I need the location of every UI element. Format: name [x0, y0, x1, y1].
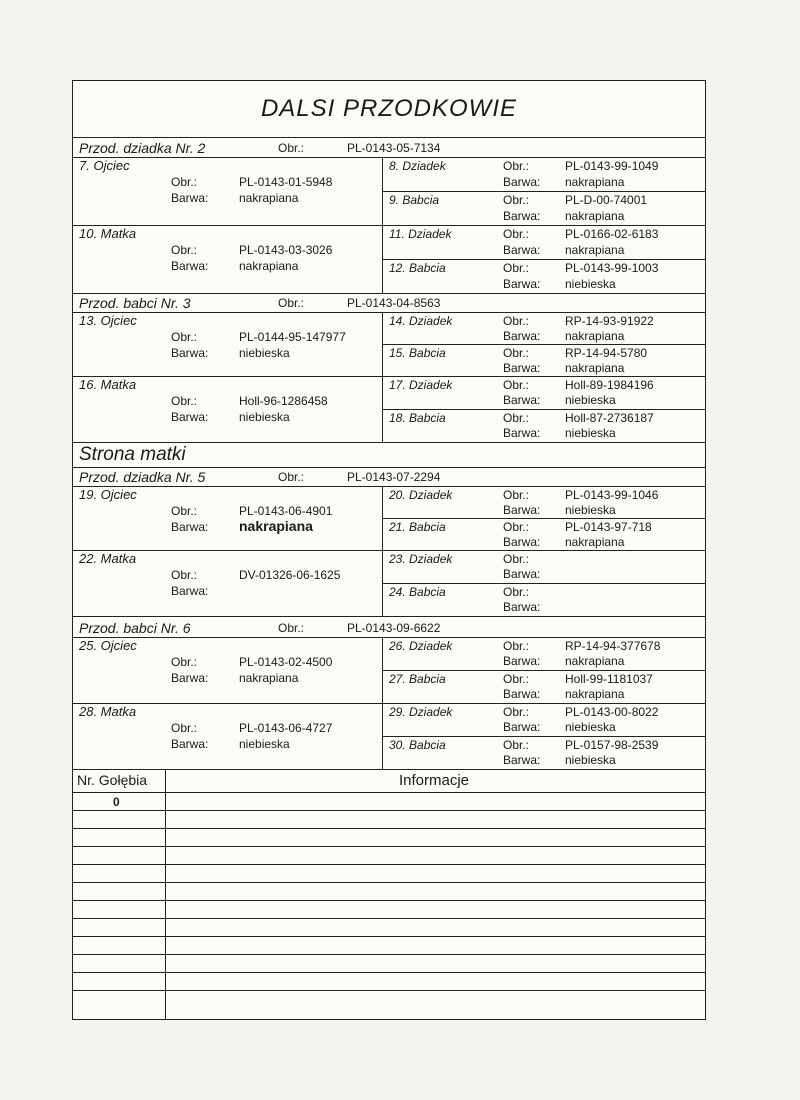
obr-label: Obr.: [503, 488, 530, 502]
ancestor-role: 18. Babcia [389, 411, 446, 425]
ancestor-role: 21. Babcia [389, 520, 446, 534]
group-section [73, 487, 705, 551]
barwa-label: Barwa: [503, 243, 541, 257]
section-title [73, 443, 705, 468]
table-row [73, 972, 705, 973]
ring-number: Holl-96-1286458 [239, 394, 328, 408]
ring-number: RP-14-93-91922 [565, 314, 654, 328]
ring-number: DV-01326-06-1625 [239, 568, 341, 582]
ancestor-role: 30. Babcia [389, 738, 446, 752]
group-header [73, 139, 705, 158]
right-cell [383, 192, 705, 226]
column-divider [165, 770, 166, 1019]
ring-number: Holl-87-2736187 [565, 411, 654, 425]
obr-label: Obr.: [503, 261, 530, 275]
obr-label: Obr.: [503, 672, 530, 686]
color-value: nakrapiana [239, 259, 299, 273]
ring-number: Holl-89-1984196 [565, 378, 654, 392]
obr-label: Obr.: [503, 193, 530, 207]
ancestor-role: 25. Ojciec [79, 638, 137, 653]
obr-label: Obr.: [503, 378, 530, 392]
obr-label: Obr.: [171, 655, 198, 669]
barwa-label: Barwa: [503, 567, 541, 581]
barwa-label: Barwa: [171, 671, 209, 685]
obr-label: Obr.: [503, 346, 530, 360]
color-value: niebieska [565, 393, 616, 407]
table-row [73, 990, 705, 991]
ancestor-role: 28. Matka [79, 704, 137, 719]
color-value: niebieska [565, 426, 616, 440]
barwa-label: Barwa: [503, 720, 541, 734]
barwa-label: Barwa: [503, 535, 541, 549]
group-header-label: Przod. babci Nr. 3 [79, 295, 191, 311]
ring-number: PL-0143-97-718 [565, 520, 652, 534]
right-cell [383, 226, 705, 260]
ring-number: Holl-99-1181037 [565, 672, 653, 686]
group-header [73, 619, 705, 638]
table-row [73, 900, 705, 901]
right-cell [383, 377, 705, 410]
ring-number: RP-14-94-5780 [565, 346, 648, 360]
barwa-label: Barwa: [503, 209, 541, 223]
column-header-info: Informacje [399, 772, 470, 789]
color-value: nakrapiana [565, 654, 625, 668]
barwa-label: Barwa: [503, 329, 541, 343]
group-header-obr-label: Obr.: [278, 296, 305, 310]
color-value: nakrapiana [565, 243, 625, 257]
color-value: niebieska [239, 410, 290, 424]
table-row [73, 846, 705, 847]
ring-number: PL-0143-99-1046 [565, 488, 659, 502]
obr-label: Obr.: [503, 639, 530, 653]
barwa-label: Barwa: [171, 346, 209, 360]
group-header-label: Przod. babci Nr. 6 [79, 620, 191, 636]
color-value: nakrapiana [565, 329, 625, 343]
color-value: nakrapiana [565, 361, 625, 375]
barwa-label: Barwa: [171, 737, 209, 751]
ancestor-role: 15. Babcia [389, 346, 446, 360]
table-row [73, 828, 705, 829]
ring-number: PL-0143-03-3026 [239, 243, 333, 257]
ring-number: PL-0143-02-4500 [239, 655, 333, 669]
barwa-label: Barwa: [171, 191, 209, 205]
right-cell [383, 260, 705, 294]
ancestor-role: 27. Babcia [389, 672, 446, 686]
page-title: DALSI PRZODKOWIE [73, 81, 705, 138]
group-header-obr-label: Obr.: [278, 141, 305, 155]
right-cell [383, 704, 705, 737]
barwa-label: Barwa: [503, 503, 541, 517]
barwa-label: Barwa: [503, 426, 541, 440]
ancestor-role: 13. Ojciec [79, 313, 137, 328]
ring-number: PL-D-00-74001 [565, 193, 648, 207]
color-value: niebieska [565, 720, 616, 734]
barwa-label: Barwa: [503, 175, 541, 189]
right-cell [383, 313, 705, 345]
group-header-ring: PL-0143-04-8563 [347, 296, 441, 310]
right-cell [383, 410, 705, 443]
color-value: niebieska [239, 346, 290, 360]
obr-label: Obr.: [503, 411, 530, 425]
color-value: niebieska [565, 503, 616, 517]
right-cell [383, 345, 705, 377]
left-cell [73, 377, 383, 443]
obr-label: Obr.: [171, 394, 198, 408]
obr-label: Obr.: [503, 705, 530, 719]
barwa-label: Barwa: [503, 600, 541, 614]
ancestor-role: 16. Matka [79, 377, 137, 392]
color-value: nakrapiana [565, 687, 625, 701]
ancestor-role: 10. Matka [79, 226, 137, 241]
group-section [73, 158, 705, 226]
obr-label: Obr.: [503, 552, 530, 566]
ancestor-role: 8. Dziadek [389, 159, 446, 173]
left-cell [73, 551, 383, 617]
ancestor-role: 20. Dziadek [389, 488, 453, 502]
group-section [73, 377, 705, 443]
table-row [73, 936, 705, 937]
barwa-label: Barwa: [503, 687, 541, 701]
color-value: nakrapiana [565, 535, 625, 549]
group-header-label: Przod. dziadka Nr. 2 [79, 140, 206, 156]
right-cell [383, 158, 705, 192]
color-value: niebieska [565, 753, 616, 767]
obr-label: Obr.: [503, 227, 530, 241]
group-section [73, 226, 705, 294]
ring-number: PL-0143-01-5948 [239, 175, 333, 189]
group-header [73, 294, 705, 313]
pedigree-sheet [72, 80, 706, 1020]
barwa-label: Barwa: [171, 259, 209, 273]
table-row [73, 954, 705, 955]
group-section [73, 638, 705, 704]
color-value: nakrapiana [565, 175, 625, 189]
obr-label: Obr.: [503, 520, 530, 534]
table-row [73, 918, 705, 919]
color-value: nakrapiana [239, 671, 299, 685]
ring-number: PL-0144-95-147977 [239, 330, 346, 344]
barwa-label: Barwa: [503, 753, 541, 767]
ring-number: PL-0143-06-4727 [239, 721, 333, 735]
obr-label: Obr.: [171, 243, 198, 257]
right-cell [383, 519, 705, 551]
barwa-label: Barwa: [503, 654, 541, 668]
info-table [73, 770, 705, 1019]
ring-number: PL-0143-99-1003 [565, 261, 659, 275]
ancestor-role: 11. Dziadek [389, 227, 452, 241]
ring-number: PL-0166-02-6183 [565, 227, 659, 241]
group-header-ring: PL-0143-09-6622 [347, 621, 441, 635]
ring-number: PL-0157-98-2539 [565, 738, 659, 752]
obr-label: Obr.: [503, 314, 530, 328]
ancestor-role: 14. Dziadek [389, 314, 453, 328]
table-row [73, 810, 705, 811]
obr-label: Obr.: [503, 585, 530, 599]
color-value: niebieska [565, 277, 616, 291]
ancestor-role: 22. Matka [79, 551, 137, 566]
barwa-label: Barwa: [171, 584, 209, 598]
color-value: nakrapiana [239, 518, 313, 534]
ring-number: RP-14-94-377678 [565, 639, 661, 653]
left-cell [73, 638, 383, 704]
ancestor-role: 12. Babcia [389, 261, 446, 275]
barwa-label: Barwa: [503, 277, 541, 291]
group-section [73, 551, 705, 617]
obr-label: Obr.: [171, 504, 198, 518]
obr-label: Obr.: [171, 330, 198, 344]
group-header [73, 468, 705, 487]
right-cell [383, 737, 705, 770]
ring-number: PL-0143-00-8022 [565, 705, 659, 719]
ring-number: PL-0143-06-4901 [239, 504, 333, 518]
left-cell [73, 487, 383, 551]
barwa-label: Barwa: [171, 410, 209, 424]
ancestor-role: 7. Ojciec [79, 158, 130, 173]
obr-label: Obr.: [503, 159, 530, 173]
group-section [73, 313, 705, 377]
right-cell [383, 584, 705, 617]
section-title-text: Strona matki [79, 444, 186, 465]
group-header-ring: PL-0143-07-2294 [347, 470, 441, 484]
group-section [73, 704, 705, 770]
color-value: nakrapiana [565, 209, 625, 223]
table-row [73, 792, 705, 793]
left-cell [73, 313, 383, 377]
group-header-obr-label: Obr.: [278, 470, 305, 484]
left-cell [73, 704, 383, 770]
ancestor-role: 23. Dziadek [389, 552, 453, 566]
group-header-ring: PL-0143-05-7134 [347, 141, 441, 155]
ancestor-role: 17. Dziadek [389, 378, 453, 392]
ring-number: PL-0143-99-1049 [565, 159, 659, 173]
table-row [73, 882, 705, 883]
obr-label: Obr.: [171, 568, 198, 582]
barwa-label: Barwa: [503, 393, 541, 407]
pigeon-number: 0 [113, 795, 120, 809]
group-header-label: Przod. dziadka Nr. 5 [79, 469, 206, 485]
color-value: nakrapiana [239, 191, 299, 205]
color-value: niebieska [239, 737, 290, 751]
obr-label: Obr.: [503, 738, 530, 752]
column-header-number: Nr. Gołębia [77, 772, 148, 788]
ancestor-role: 26. Dziadek [389, 639, 453, 653]
ancestor-role: 19. Ojciec [79, 487, 137, 502]
barwa-label: Barwa: [503, 361, 541, 375]
right-cell [383, 551, 705, 584]
obr-label: Obr.: [171, 175, 198, 189]
right-cell [383, 487, 705, 519]
ancestor-role: 24. Babcia [389, 585, 446, 599]
barwa-label: Barwa: [171, 520, 209, 534]
right-cell [383, 638, 705, 671]
left-cell [73, 226, 383, 294]
right-cell [383, 671, 705, 704]
ancestor-role: 9. Babcia [389, 193, 440, 207]
left-cell [73, 158, 383, 226]
group-header-obr-label: Obr.: [278, 621, 305, 635]
obr-label: Obr.: [171, 721, 198, 735]
table-row [73, 864, 705, 865]
ancestor-role: 29. Dziadek [389, 705, 453, 719]
